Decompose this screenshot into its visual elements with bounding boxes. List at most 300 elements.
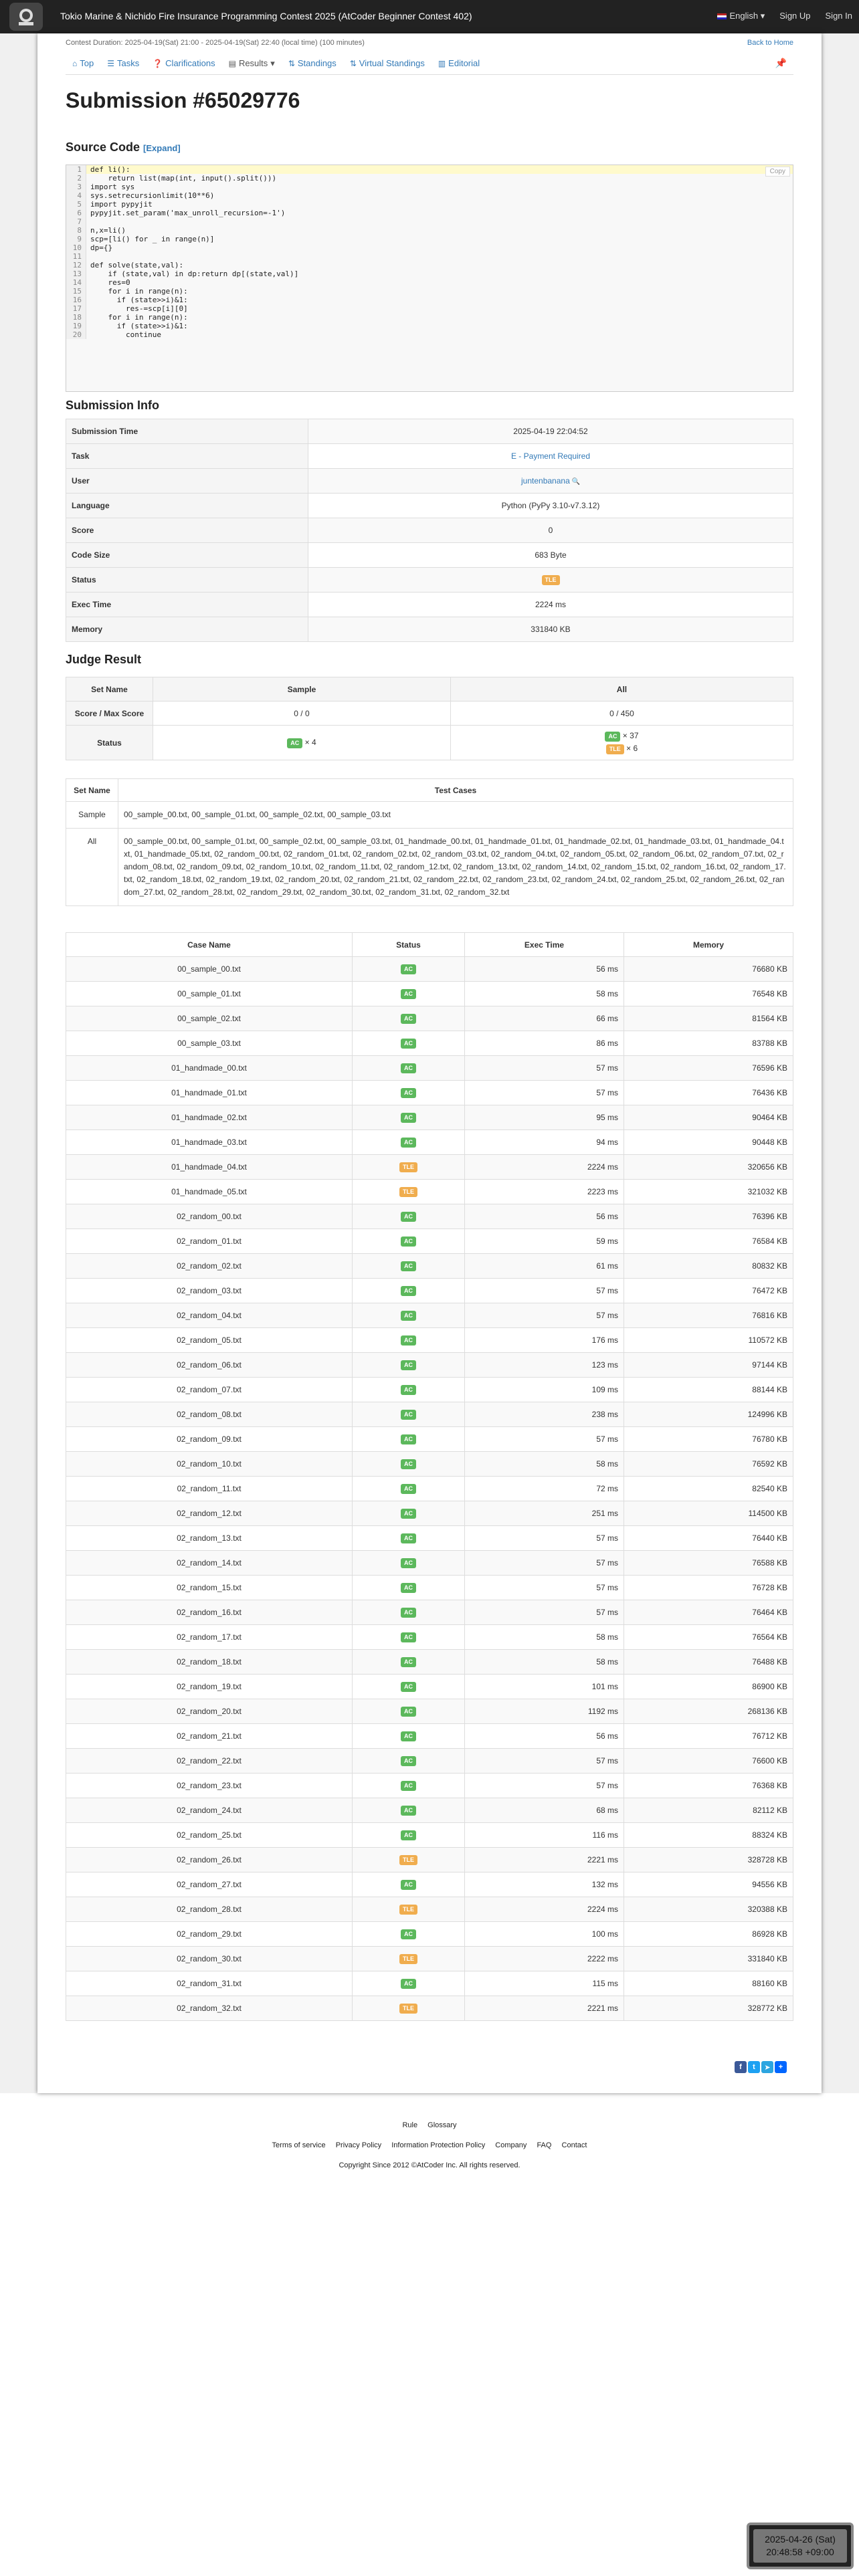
atcoder-logo-icon [13,6,39,27]
case-memory: 76816 KB [624,1303,793,1328]
case-status [353,1204,465,1229]
case-exec-time: 109 ms [465,1378,624,1402]
status-badge: TLE [399,2004,417,2014]
case-exec-time: 68 ms [465,1798,624,1823]
case-name: 02_random_21.txt [66,1724,353,1749]
status-badge: AC [401,1410,416,1420]
status-badge: AC [401,1707,416,1717]
table-row [66,1600,793,1625]
info-key: User [66,469,308,494]
table-row [66,1724,793,1749]
case-exec-time: 58 ms [465,982,624,1006]
case-exec-time: 2224 ms [465,1155,624,1180]
case-exec-time: 58 ms [465,1650,624,1675]
ac-badge: AC [287,738,302,748]
case-memory: 88160 KB [624,1971,793,1996]
case-memory: 268136 KB [624,1699,793,1724]
status-badge: AC [401,1360,416,1370]
case-name: 02_random_12.txt [66,1501,353,1526]
table-row [66,1823,793,1848]
info-value: 683 Byte [308,543,793,568]
line-number: 12 [66,261,86,270]
copy-button[interactable]: Copy [765,167,790,177]
info-key: Exec Time [66,593,308,617]
footer-link-company[interactable]: Company [495,2141,527,2149]
case-exec-time: 57 ms [465,1526,624,1551]
status-badge: AC [401,1806,416,1816]
top-navbar [0,0,859,33]
status-badge: AC [401,1237,416,1247]
case-name: 00_sample_01.txt [66,982,353,1006]
case-exec-time: 132 ms [465,1872,624,1897]
status-badge: AC [401,1558,416,1568]
case-status [353,1526,465,1551]
col-sample: Sample [153,677,451,702]
facebook-icon[interactable]: f [735,2061,747,2073]
status-badge: TLE [399,1187,417,1197]
clock-time: 20:48:58 +09:00 [766,2547,834,2557]
case-status [353,1402,465,1427]
table-row [66,1081,793,1105]
code-line [66,235,793,243]
telegram-icon[interactable]: ➤ [761,2061,773,2073]
case-status [353,1303,465,1328]
case-memory: 331840 KB [624,1947,793,1971]
case-name: 01_handmade_04.txt [66,1155,353,1180]
code-text: import sys [90,183,135,191]
all-status [450,726,793,760]
case-memory: 90464 KB [624,1105,793,1130]
case-memory: 88324 KB [624,1823,793,1848]
line-number: 2 [66,174,86,183]
test-set-name: Sample [66,802,118,829]
test-set-row [66,802,793,829]
code-line [66,209,793,217]
case-exec-time: 86 ms [465,1031,624,1056]
status-badge: AC [401,1088,416,1098]
info-row [66,444,793,469]
footer-link-info-protection[interactable]: Information Protection Policy [391,2141,486,2149]
info-row [66,494,793,518]
case-name: 01_handmade_02.txt [66,1105,353,1130]
case-memory: 80832 KB [624,1254,793,1279]
table-row [66,1526,793,1551]
case-memory: 76548 KB [624,982,793,1006]
col-set-name: Set Name [66,779,118,802]
code-line [66,304,793,313]
ac-badge: AC [605,732,620,742]
line-number: 6 [66,209,86,217]
tab-top[interactable]: ⌂ Top [72,58,94,68]
status-badge: AC [401,1261,416,1271]
case-memory: 320656 KB [624,1155,793,1180]
case-exec-time: 61 ms [465,1254,624,1279]
case-name: 02_random_15.txt [66,1576,353,1600]
status-badge: AC [401,1113,416,1123]
clock-date: 2025-04-26 (Sat) [765,2534,836,2545]
footer-links-secondary [0,2141,859,2149]
case-exec-time: 57 ms [465,1279,624,1303]
case-memory: 88144 KB [624,1378,793,1402]
line-number: 10 [66,243,86,252]
info-value: Python (PyPy 3.10-v7.3.12) [308,494,793,518]
case-name: 00_sample_00.txt [66,957,353,982]
status-badge: TLE [542,575,560,585]
sort-icon: ⇅ [349,58,357,68]
line-number: 1 [66,165,86,174]
status-badge: AC [401,1335,416,1346]
table-row [66,1279,793,1303]
contest-duration: Contest Duration: 2025-04-19(Sat) 21:00 - 2025-04-19(Sat) 22:40 (local time) (100 minutes) [66,39,365,47]
line-number: 17 [66,304,86,313]
case-status [353,1353,465,1378]
tab-standings[interactable]: ⇅ Standings [288,58,337,68]
contest-name[interactable]: Tokio Marine & Nichido Fire Insurance Programming Contest 2025 (AtCoder Beginner Contest 402) [60,11,472,21]
case-status [353,1229,465,1254]
line-number: 11 [66,252,86,261]
code-text: if (state>>i)&1: [90,322,188,330]
twitter-icon[interactable]: t [748,2061,760,2073]
case-status [353,1254,465,1279]
case-memory: 321032 KB [624,1180,793,1204]
table-row [66,1056,793,1081]
footer-link-glossary[interactable]: Glossary [427,2121,457,2129]
case-name: 00_sample_03.txt [66,1031,353,1056]
case-name: 02_random_06.txt [66,1353,353,1378]
footer-link-rule[interactable]: Rule [402,2121,418,2129]
case-memory: 76564 KB [624,1625,793,1650]
case-memory: 320388 KB [624,1897,793,1922]
code-text: return list(map(int, input().split())) [90,174,277,183]
code-text: sys.setrecursionlimit(10**6) [90,191,215,200]
table-row [66,1031,793,1056]
status-badge: AC [401,1434,416,1444]
case-status [353,1501,465,1526]
code-line [66,217,793,226]
case-memory: 76592 KB [624,1452,793,1477]
line-number: 18 [66,313,86,322]
case-memory: 76728 KB [624,1576,793,1600]
case-exec-time: 2223 ms [465,1180,624,1204]
status-badge: AC [401,1731,416,1741]
search-icon[interactable]: 🔍 [569,478,580,486]
table-row [66,1996,793,2021]
case-memory: 76712 KB [624,1724,793,1749]
line-number: 19 [66,322,86,330]
case-name: 02_random_22.txt [66,1749,353,1774]
status-label: Status [66,726,153,760]
status-badge: AC [401,964,416,974]
line-number: 13 [66,270,86,278]
info-key: Code Size [66,543,308,568]
line-number: 3 [66,183,86,191]
task-link[interactable]: E - Payment Required [510,451,591,461]
clock-widget [747,2523,854,2569]
line-number: 7 [66,217,86,226]
case-memory: 94556 KB [624,1872,793,1897]
table-row [66,1477,793,1501]
status-badge: AC [401,989,416,999]
case-memory: 114500 KB [624,1501,793,1526]
line-number: 4 [66,191,86,200]
case-status [353,1378,465,1402]
status-badge: AC [401,1657,416,1667]
info-row [66,469,793,494]
all-score: 0 / 450 [450,702,793,726]
submission-info-heading: Submission Info [66,399,160,412]
tab-editorial[interactable]: ▥ Editorial [438,58,480,68]
footer-link-privacy[interactable]: Privacy Policy [335,2141,382,2149]
case-status [353,1996,465,2021]
code-text: continue [90,330,161,339]
tab-tasks[interactable]: ☰ Tasks [107,58,140,68]
status-badge: AC [401,1632,416,1642]
line-number: 20 [66,330,86,339]
info-value: 0 [308,518,793,543]
status-badge: AC [401,1880,416,1890]
source-code-block[interactable] [66,165,793,392]
test-set-cases: 00_sample_00.txt, 00_sample_01.txt, 00_sample_02.txt, 00_sample_03.txt, 01_handmade_00.txt, 01_handmade_01.txt, 01_handmade_02.txt, 01_handmade_03.txt, 01_handmade_04.txt, 01_handmade_05.txt, 02_random_00.txt, 02_random_01.txt, 02_random_02.txt, 02_random_03.txt, 02_random_04.txt, 02_random_05.txt, 02_random_06.txt, 02_random_07.txt, 02_random_08.txt, 02_random_09.txt, 02_random_10.txt, 02_random_11.txt, 02_random_12.txt, 02_random_13.txt, 02_random_14.txt, 02_random_15.txt, 02_random_16.txt, 02_random_17.txt, 02_random_18.txt, 02_random_19.txt, 02_random_20.txt, 02_random_21.txt, 02_random_22.txt, 02_random_23.txt, 02_random_24.txt, 02_random_25.txt, 02_random_26.txt, 02_random_27.txt, 02_random_28.txt, 02_random_29.txt, 02_random_30.txt, 02_random_31.txt, 02_random_32.txt [118,829,793,906]
atcoder-logo[interactable] [9,3,43,31]
table-row [66,1402,793,1427]
case-memory: 124996 KB [624,1402,793,1427]
case-status [353,1452,465,1477]
case-name: 02_random_32.txt [66,1996,353,2021]
language-selector[interactable]: English ▾ [717,11,765,21]
table-row [66,1848,793,1872]
status-badge: TLE [399,1855,417,1865]
table-row [66,1897,793,1922]
case-status [353,1279,465,1303]
table-row [66,1452,793,1477]
tab-clarifications[interactable]: ❓ Clarifications [153,58,215,68]
col-case-name: Case Name [66,933,353,957]
status-badge: AC [401,1509,416,1519]
code-text: def li(): [90,165,130,174]
code-line [66,226,793,235]
code-text: if (state>>i)&1: [90,296,188,304]
table-row [66,1947,793,1971]
sign-in-link[interactable]: Sign In [825,11,852,21]
code-line [66,252,793,261]
case-name: 02_random_13.txt [66,1526,353,1551]
case-exec-time: 251 ms [465,1501,624,1526]
case-exec-time: 176 ms [465,1328,624,1353]
copyright: Copyright Since 2012 ©AtCoder Inc. All rights reserved. [339,2161,520,2169]
status-badge: AC [401,1385,416,1395]
status-badge: AC [401,1459,416,1469]
test-case-table [66,932,793,2021]
table-row [66,1501,793,1526]
col-status: Status [353,933,465,957]
case-name: 02_random_25.txt [66,1823,353,1848]
score-label: Score / Max Score [66,702,153,726]
test-set-table [66,778,793,906]
case-name: 00_sample_02.txt [66,1006,353,1031]
code-line [66,183,793,191]
line-number: 15 [66,287,86,296]
case-name: 01_handmade_03.txt [66,1130,353,1155]
table-row [66,982,793,1006]
case-memory: 76680 KB [624,957,793,982]
info-row [66,593,793,617]
case-name: 02_random_11.txt [66,1477,353,1501]
expand-link[interactable]: [Expand] [143,143,181,153]
page-title: Submission #65029776 [66,88,300,112]
table-row [66,1155,793,1180]
code-line [66,165,793,174]
case-status [353,1625,465,1650]
case-status [353,1699,465,1724]
tab-results[interactable]: ▤ Results ▾ [228,58,275,68]
line-number: 9 [66,235,86,243]
flag-icon [717,13,727,19]
table-row [66,1971,793,1996]
case-status [353,1155,465,1180]
case-status [353,1798,465,1823]
case-exec-time: 57 ms [465,1056,624,1081]
status-badge: AC [401,1063,416,1073]
list-icon: ☰ [107,58,114,68]
source-code-heading: Source Code [Expand] [66,140,181,154]
table-row [66,1798,793,1823]
case-name: 02_random_26.txt [66,1848,353,1872]
case-status [353,1897,465,1922]
info-row [66,518,793,543]
case-exec-time: 1192 ms [465,1699,624,1724]
case-exec-time: 101 ms [465,1675,624,1699]
case-name: 02_random_05.txt [66,1328,353,1353]
case-name: 02_random_16.txt [66,1600,353,1625]
table-row [66,1130,793,1155]
footer-link-faq[interactable]: FAQ [537,2141,552,2149]
code-line [66,313,793,322]
case-name: 02_random_24.txt [66,1798,353,1823]
case-exec-time: 58 ms [465,1625,624,1650]
info-value [308,469,793,494]
case-memory: 76440 KB [624,1526,793,1551]
side-gutter-right [822,33,859,2093]
col-set-name: Set Name [66,677,153,702]
col-all: All [450,677,793,702]
table-row [66,1303,793,1328]
code-line [66,174,793,183]
info-value: 2025-04-19 22:04:52 [308,419,793,444]
case-name: 02_random_10.txt [66,1452,353,1477]
table-row [66,1204,793,1229]
code-text: if (state,val) in dp:return dp[(state,val)] [90,270,299,278]
sample-status [153,726,451,760]
info-key: Memory [66,617,308,642]
submission-info-table [66,419,793,642]
line-number: 8 [66,226,86,235]
case-memory: 86900 KB [624,1675,793,1699]
table-row [66,1625,793,1650]
case-status [353,1551,465,1576]
case-memory: 82112 KB [624,1798,793,1823]
sign-up-link[interactable]: Sign Up [779,11,811,21]
code-text [86,252,90,261]
side-gutter-left [0,33,37,2093]
case-name: 02_random_01.txt [66,1229,353,1254]
case-memory: 76396 KB [624,1204,793,1229]
table-row [66,1254,793,1279]
case-name: 02_random_18.txt [66,1650,353,1675]
code-text: for i in range(n): [90,287,188,296]
case-status [353,1180,465,1204]
case-status [353,1675,465,1699]
case-exec-time: 59 ms [465,1229,624,1254]
code-text [86,217,90,226]
case-exec-time: 2221 ms [465,1848,624,1872]
tab-virtual-standings[interactable]: ⇅ Virtual Standings [349,58,425,68]
table-row [66,1378,793,1402]
case-memory: 81564 KB [624,1006,793,1031]
contest-nav-tabs [66,52,793,75]
table-row [66,957,793,982]
case-memory: 76488 KB [624,1650,793,1675]
table-row [66,1774,793,1798]
table-row [66,1922,793,1947]
all-tle-count: × 6 [626,744,638,753]
case-name: 02_random_23.txt [66,1774,353,1798]
case-status [353,982,465,1006]
case-memory: 86928 KB [624,1922,793,1947]
status-badge: TLE [399,1162,417,1172]
home-icon: ⌂ [72,58,78,68]
case-exec-time: 57 ms [465,1303,624,1328]
code-text: pypyjit.set_param('max_unroll_recursion=-1') [90,209,286,217]
case-memory: 76464 KB [624,1600,793,1625]
info-row [66,543,793,568]
pin-icon[interactable]: 📌 [775,58,787,68]
case-exec-time: 2224 ms [465,1897,624,1922]
user-link[interactable]: juntenbanana [521,476,570,486]
case-exec-time: 56 ms [465,957,624,982]
case-memory: 76600 KB [624,1749,793,1774]
back-to-home-link[interactable]: Back to Home [747,39,793,47]
plus-icon[interactable]: + [775,2061,787,2073]
info-row [66,617,793,642]
case-exec-time: 57 ms [465,1576,624,1600]
case-memory: 328772 KB [624,1996,793,2021]
info-value: 331840 KB [308,617,793,642]
code-line [66,278,793,287]
status-badge: AC [401,1484,416,1494]
case-exec-time: 56 ms [465,1204,624,1229]
judge-result-table [66,677,793,760]
footer-link-terms[interactable]: Terms of service [272,2141,326,2149]
case-name: 02_random_20.txt [66,1699,353,1724]
case-status [353,1749,465,1774]
case-exec-time: 66 ms [465,1006,624,1031]
table-row [66,1551,793,1576]
case-name: 02_random_04.txt [66,1303,353,1328]
case-exec-time: 57 ms [465,1427,624,1452]
col-exec-time: Exec Time [465,933,624,957]
code-text: n,x=li() [90,226,126,235]
table-row [66,1650,793,1675]
footer-link-contact[interactable]: Contact [561,2141,587,2149]
case-memory: 76584 KB [624,1229,793,1254]
code-text: import pypyjit [90,200,153,209]
table-row [66,1006,793,1031]
status-badge: AC [401,1311,416,1321]
info-key: Language [66,494,308,518]
case-exec-time: 57 ms [465,1774,624,1798]
case-exec-time: 238 ms [465,1402,624,1427]
status-badge: AC [401,1138,416,1148]
